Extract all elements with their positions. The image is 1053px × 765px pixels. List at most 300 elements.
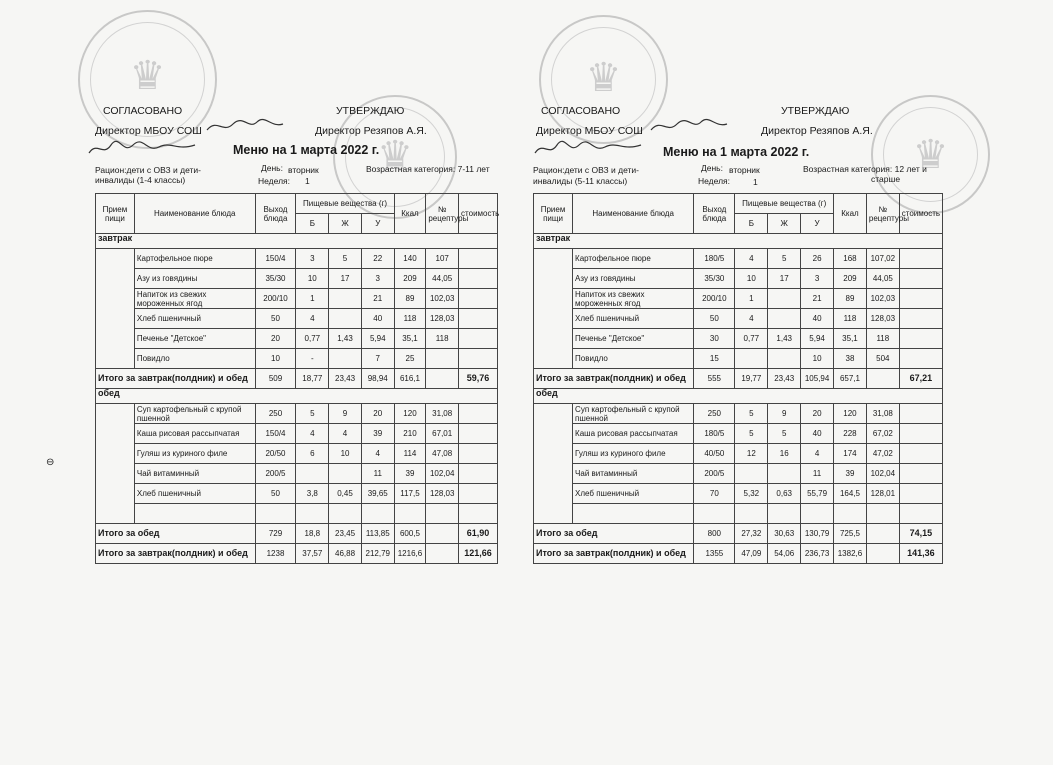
dish-kcal: 117,5: [394, 484, 426, 504]
total-fat: 30,63: [768, 524, 801, 544]
total-label: Итого за завтрак(полдник) и обед: [96, 544, 256, 564]
dish-name: Картофельное пюре: [573, 249, 694, 269]
dish-fat: 5: [768, 424, 801, 444]
dish-protein: 3,8: [296, 484, 329, 504]
total-cost: 67,21: [899, 369, 942, 389]
dish-protein: -: [296, 349, 329, 369]
section-label: завтрак: [534, 234, 943, 249]
dish-row: [96, 444, 498, 464]
empty-cell: [255, 504, 296, 524]
total-label: Итого за завтрак(полдник) и обед: [534, 369, 694, 389]
dish-row: [534, 269, 943, 289]
dish-name: Чай витаминный: [134, 464, 255, 484]
empty-cell: [426, 504, 459, 524]
total-carbs: 236,73: [801, 544, 834, 564]
dish-fat: 0,63: [768, 484, 801, 504]
dish-kcal: 120: [394, 404, 426, 424]
dish-name: Каша рисовая рассыпчатая: [134, 424, 255, 444]
dish-cost: [899, 329, 942, 349]
dish-cost: [899, 289, 942, 309]
dish-cost: [459, 464, 498, 484]
dish-cost: [459, 484, 498, 504]
total-recipe: [866, 524, 899, 544]
dish-cost: [459, 424, 498, 444]
ration-line1: Рацион:дети с ОВЗ и дети-: [95, 165, 202, 175]
header-kcal: Ккал: [394, 194, 426, 234]
dish-name: Гуляш из куриного филе: [573, 444, 694, 464]
ration-line1: Рацион:дети с ОВЗ и дети-: [533, 165, 640, 175]
total-row: [96, 369, 498, 389]
dish-kcal: 89: [834, 289, 867, 309]
total-kcal: 600,5: [394, 524, 426, 544]
dish-name: Суп картофельный с крупой пшенной: [573, 404, 694, 424]
empty-cell: [573, 504, 694, 524]
meal-cell: [96, 249, 135, 369]
dish-protein: 4: [296, 424, 329, 444]
dish-recipe: 102,04: [866, 464, 899, 484]
menu-title: Меню на 1 марта 2022 г.: [663, 145, 810, 159]
dish-kcal: 210: [394, 424, 426, 444]
empty-cell: [694, 504, 735, 524]
dish-carbs: 26: [801, 249, 834, 269]
meal-cell: [534, 404, 573, 524]
dish-yield: 70: [694, 484, 735, 504]
dish-yield: 35/30: [255, 269, 296, 289]
header-nutrients: Пищевые вещества (г): [296, 194, 394, 214]
dish-kcal: 120: [834, 404, 867, 424]
dish-fat: 0,45: [329, 484, 362, 504]
dish-recipe: 128,03: [426, 309, 459, 329]
dish-kcal: 174: [834, 444, 867, 464]
dish-carbs: 11: [361, 464, 394, 484]
header-cost: стоимость: [899, 194, 942, 234]
dish-kcal: 39: [834, 464, 867, 484]
approved-label: СОГЛАСОВАНО: [541, 105, 621, 117]
dish-protein: 1: [296, 289, 329, 309]
dish-carbs: 20: [361, 404, 394, 424]
total-label: Итого за завтрак(полдник) и обед: [96, 369, 256, 389]
dish-protein: 4: [735, 249, 768, 269]
total-kcal: 616,1: [394, 369, 426, 389]
total-carbs: 212,79: [361, 544, 394, 564]
dish-cost: [459, 269, 498, 289]
total-recipe: [426, 544, 459, 564]
header-yield: Выход блюда: [255, 194, 296, 234]
header-dish: Наименование блюда: [134, 194, 255, 234]
dish-cost: [899, 404, 942, 424]
blank-row: [96, 504, 498, 524]
dish-fat: 9: [768, 404, 801, 424]
total-cost: 59,76: [459, 369, 498, 389]
dish-row: [96, 484, 498, 504]
dish-row: [534, 464, 943, 484]
empty-cell: [768, 504, 801, 524]
section-row: [534, 389, 943, 404]
age-category-2: старше: [871, 174, 901, 184]
dish-row: [96, 289, 498, 309]
dish-cost: [459, 289, 498, 309]
dish-fat: [768, 349, 801, 369]
total-protein: 37,57: [296, 544, 329, 564]
dish-recipe: 128,03: [866, 309, 899, 329]
dish-yield: 40/50: [694, 444, 735, 464]
dish-carbs: 20: [801, 404, 834, 424]
confirm-label: УТВЕРЖДАЮ: [336, 105, 405, 117]
dish-protein: 5: [296, 404, 329, 424]
dish-name: Печенье "Детское": [573, 329, 694, 349]
dish-kcal: 168: [834, 249, 867, 269]
dish-recipe: 118: [866, 329, 899, 349]
dish-yield: 10: [255, 349, 296, 369]
dish-kcal: 35,1: [394, 329, 426, 349]
total-fat: 54,06: [768, 544, 801, 564]
dish-carbs: 3: [361, 269, 394, 289]
dish-yield: 20: [255, 329, 296, 349]
dish-kcal: 38: [834, 349, 867, 369]
director-school: Директор МБОУ СОШ: [95, 125, 202, 137]
total-yield: 1355: [694, 544, 735, 564]
dish-recipe: 67,01: [426, 424, 459, 444]
dish-kcal: 140: [394, 249, 426, 269]
dish-name: Повидло: [134, 349, 255, 369]
header-carbs: У: [361, 214, 394, 234]
dish-name: Напиток из свежих мороженных ягод: [134, 289, 255, 309]
dish-carbs: 21: [801, 289, 834, 309]
dish-name: Гуляш из куриного филе: [134, 444, 255, 464]
total-fat: 23,45: [329, 524, 362, 544]
dish-name: Повидло: [573, 349, 694, 369]
total-protein: 19,77: [735, 369, 768, 389]
header-yield: Выход блюда: [694, 194, 735, 234]
dish-recipe: 44,05: [866, 269, 899, 289]
dish-yield: 250: [255, 404, 296, 424]
dish-kcal: 35,1: [834, 329, 867, 349]
dish-fat: [329, 349, 362, 369]
total-fat: 23,43: [329, 369, 362, 389]
confirm-label: УТВЕРЖДАЮ: [781, 105, 850, 117]
dish-name: Печенье "Детское": [134, 329, 255, 349]
dish-cost: [459, 329, 498, 349]
dish-recipe: 31,08: [426, 404, 459, 424]
dish-protein: 4: [735, 309, 768, 329]
dish-row: [534, 444, 943, 464]
dish-protein: 3: [296, 249, 329, 269]
dish-kcal: 209: [394, 269, 426, 289]
dish-cost: [899, 444, 942, 464]
dish-carbs: 55,79: [801, 484, 834, 504]
menu-page-left: [93, 0, 533, 700]
dish-yield: 35/30: [694, 269, 735, 289]
dish-name: Хлеб пшеничный: [573, 484, 694, 504]
dish-recipe: 102,04: [426, 464, 459, 484]
day-value: вторник: [729, 165, 760, 175]
dish-protein: 5: [735, 424, 768, 444]
header-nutrients: Пищевые вещества (г): [735, 194, 834, 214]
dish-fat: [768, 464, 801, 484]
dish-fat: [768, 289, 801, 309]
dish-cost: [899, 269, 942, 289]
dish-recipe: 128,01: [866, 484, 899, 504]
dish-name: Хлеб пшеничный: [134, 484, 255, 504]
approved-label: СОГЛАСОВАНО: [103, 105, 183, 117]
total-cost: 141,36: [899, 544, 942, 564]
dish-carbs: 4: [801, 444, 834, 464]
section-label: обед: [96, 389, 498, 404]
dish-yield: 200/10: [694, 289, 735, 309]
dish-recipe: 102,03: [866, 289, 899, 309]
dish-name: Напиток из свежих мороженных ягод: [573, 289, 694, 309]
dish-yield: 15: [694, 349, 735, 369]
header-carbs: У: [801, 214, 834, 234]
empty-cell: [459, 504, 498, 524]
dish-carbs: 40: [801, 424, 834, 444]
empty-cell: [899, 504, 942, 524]
dish-kcal: 209: [834, 269, 867, 289]
dish-row: [96, 349, 498, 369]
dish-recipe: 102,03: [426, 289, 459, 309]
total-label: Итого за обед: [96, 524, 256, 544]
dish-recipe: 67,02: [866, 424, 899, 444]
dish-kcal: 228: [834, 424, 867, 444]
total-cost: 121,66: [459, 544, 498, 564]
dish-carbs: 5,94: [361, 329, 394, 349]
table-header-row: [534, 194, 943, 214]
dish-name: Хлеб пшеничный: [573, 309, 694, 329]
total-cost: 74,15: [899, 524, 942, 544]
dish-fat: 1,43: [329, 329, 362, 349]
dish-protein: [735, 464, 768, 484]
dish-recipe: 504: [866, 349, 899, 369]
dish-yield: 50: [694, 309, 735, 329]
dish-recipe: 128,03: [426, 484, 459, 504]
dish-protein: 1: [735, 289, 768, 309]
dish-carbs: 4: [361, 444, 394, 464]
dish-fat: 10: [329, 444, 362, 464]
dish-row: [534, 249, 943, 269]
dish-yield: 200/5: [255, 464, 296, 484]
dish-kcal: 164,5: [834, 484, 867, 504]
dish-row: [96, 464, 498, 484]
day-label: День:: [701, 163, 723, 173]
total-kcal: 1382,6: [834, 544, 867, 564]
total-yield: 729: [255, 524, 296, 544]
header-fat: Ж: [329, 214, 362, 234]
week-label: Неделя:: [698, 176, 731, 186]
total-kcal: 657,1: [834, 369, 867, 389]
dish-yield: 250: [694, 404, 735, 424]
section-row: [96, 234, 498, 249]
total-yield: 555: [694, 369, 735, 389]
total-label: Итого за завтрак(полдник) и обед: [534, 544, 694, 564]
header-protein: Б: [296, 214, 329, 234]
dish-recipe: 31,08: [866, 404, 899, 424]
dish-name: Азу из говядины: [573, 269, 694, 289]
dish-fat: [768, 309, 801, 329]
dish-yield: 200/5: [694, 464, 735, 484]
dish-row: [96, 329, 498, 349]
total-label: Итого за обед: [534, 524, 694, 544]
dish-yield: 20/50: [255, 444, 296, 464]
dish-carbs: 3: [801, 269, 834, 289]
dish-yield: 50: [255, 309, 296, 329]
dish-row: [96, 249, 498, 269]
dish-row: [534, 309, 943, 329]
dish-kcal: 118: [394, 309, 426, 329]
empty-cell: [296, 504, 329, 524]
dish-cost: [899, 484, 942, 504]
dish-yield: 50: [255, 484, 296, 504]
section-row: [96, 389, 498, 404]
dish-name: Азу из говядины: [134, 269, 255, 289]
dish-name: Каша рисовая рассыпчатая: [573, 424, 694, 444]
total-row: [534, 369, 943, 389]
header-kcal: Ккал: [834, 194, 867, 234]
total-protein: 27,32: [735, 524, 768, 544]
dish-cost: [459, 309, 498, 329]
total-yield: 800: [694, 524, 735, 544]
dish-fat: 16: [768, 444, 801, 464]
section-label: завтрак: [96, 234, 498, 249]
signature: [87, 137, 197, 159]
dish-fat: [329, 309, 362, 329]
signature: [649, 116, 729, 136]
total-row: [534, 544, 943, 564]
dish-fat: 4: [329, 424, 362, 444]
empty-cell: [329, 504, 362, 524]
dish-cost: [899, 249, 942, 269]
menu-title: Меню на 1 марта 2022 г.: [233, 143, 380, 157]
dish-recipe: 107: [426, 249, 459, 269]
empty-cell: [735, 504, 768, 524]
dish-yield: 150/4: [255, 424, 296, 444]
dish-fat: 17: [329, 269, 362, 289]
dish-carbs: 11: [801, 464, 834, 484]
day-label: День:: [261, 163, 283, 173]
dish-yield: 150/4: [255, 249, 296, 269]
signature: [533, 137, 643, 159]
total-yield: 1238: [255, 544, 296, 564]
dish-row: [96, 309, 498, 329]
day-value: вторник: [288, 165, 319, 175]
dish-recipe: 118: [426, 329, 459, 349]
dish-carbs: 40: [801, 309, 834, 329]
dish-name: Суп картофельный с крупой пшенной: [134, 404, 255, 424]
dish-kcal: 39: [394, 464, 426, 484]
total-fat: 46,88: [329, 544, 362, 564]
total-kcal: 725,5: [834, 524, 867, 544]
dish-recipe: 107,02: [866, 249, 899, 269]
total-kcal: 1216,6: [394, 544, 426, 564]
dish-fat: [329, 289, 362, 309]
dish-cost: [899, 309, 942, 329]
director-name: Директор Резяпов А.Я.: [315, 125, 427, 137]
dish-protein: 6: [296, 444, 329, 464]
dish-carbs: 5,94: [801, 329, 834, 349]
signature: [205, 116, 285, 136]
total-row: [534, 524, 943, 544]
empty-cell: [801, 504, 834, 524]
age-category: Возрастная категория: 12 лет и: [803, 164, 927, 174]
header-recipe: № рецептуры: [866, 194, 899, 234]
dish-yield: 180/5: [694, 424, 735, 444]
week-label: Неделя:: [258, 176, 291, 186]
dish-row: [534, 329, 943, 349]
dish-protein: [296, 464, 329, 484]
total-protein: 47,09: [735, 544, 768, 564]
dish-carbs: 10: [801, 349, 834, 369]
total-recipe: [426, 524, 459, 544]
week-value: 1: [305, 176, 310, 186]
total-row: [96, 544, 498, 564]
dish-row: [534, 484, 943, 504]
header-cost: стоимость: [459, 194, 498, 234]
dish-fat: 5: [768, 249, 801, 269]
total-protein: 18,8: [296, 524, 329, 544]
dish-carbs: 22: [361, 249, 394, 269]
dish-fat: 5: [329, 249, 362, 269]
margin-mark: ⊖: [46, 457, 55, 468]
dish-cost: [459, 444, 498, 464]
total-yield: 509: [255, 369, 296, 389]
total-carbs: 130,79: [801, 524, 834, 544]
menu-table: [533, 193, 943, 564]
dish-recipe: 47,08: [426, 444, 459, 464]
section-label: обед: [534, 389, 943, 404]
dish-kcal: 114: [394, 444, 426, 464]
dish-cost: [899, 349, 942, 369]
header-meal: Прием пищи: [534, 194, 573, 234]
dish-name: Чай витаминный: [573, 464, 694, 484]
ration-line2: инвалиды (1-4 классы): [95, 175, 186, 185]
meal-cell: [534, 249, 573, 369]
dish-row: [96, 269, 498, 289]
header-recipe: № рецептуры: [426, 194, 459, 234]
dish-carbs: 39: [361, 424, 394, 444]
dish-protein: 12: [735, 444, 768, 464]
total-recipe: [866, 369, 899, 389]
dish-protein: 10: [735, 269, 768, 289]
empty-cell: [361, 504, 394, 524]
dish-carbs: 7: [361, 349, 394, 369]
ration-line2: инвалиды (5-11 классы): [533, 176, 628, 186]
dish-yield: 180/5: [694, 249, 735, 269]
dish-row: [534, 404, 943, 424]
total-cost: 61,90: [459, 524, 498, 544]
dish-name: Картофельное пюре: [134, 249, 255, 269]
dish-kcal: 118: [834, 309, 867, 329]
dish-recipe: 47,02: [866, 444, 899, 464]
total-fat: 23,43: [768, 369, 801, 389]
header-meal: Прием пищи: [96, 194, 135, 234]
director-name: Директор Резяпов А.Я.: [761, 125, 873, 137]
director-school: Директор МБОУ СОШ: [536, 125, 643, 137]
section-row: [534, 234, 943, 249]
header-dish: Наименование блюда: [573, 194, 694, 234]
dish-carbs: 40: [361, 309, 394, 329]
empty-cell: [134, 504, 255, 524]
menu-table: [95, 193, 498, 564]
empty-cell: [866, 504, 899, 524]
dish-fat: [329, 464, 362, 484]
total-recipe: [866, 544, 899, 564]
dish-protein: 10: [296, 269, 329, 289]
dish-carbs: 21: [361, 289, 394, 309]
total-carbs: 98,94: [361, 369, 394, 389]
dish-cost: [899, 464, 942, 484]
dish-recipe: 44,05: [426, 269, 459, 289]
dish-row: [534, 289, 943, 309]
dish-cost: [459, 349, 498, 369]
